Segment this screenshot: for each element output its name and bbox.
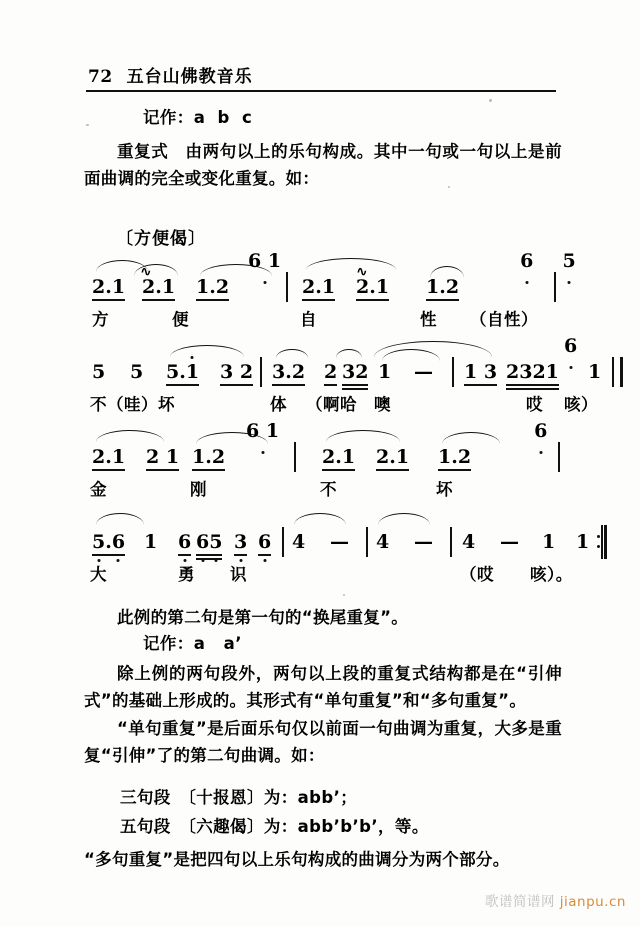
paragraph-after-score: 此例的第二句是第一句的“换尾重复”。 <box>117 608 409 627</box>
lyric-syllable: 体 <box>270 395 287 414</box>
song-title: 〔方便偈〕 <box>116 229 206 249</box>
page-number: 72 <box>88 67 113 87</box>
score-row-4-notes <box>78 513 590 561</box>
ornament-icon: ∿ <box>140 264 150 280</box>
note-group: 5 <box>92 361 106 383</box>
page-header <box>88 62 253 87</box>
barline <box>282 527 284 557</box>
note-group: 6 <box>564 335 578 357</box>
note-group: 65 <box>196 531 223 553</box>
watermark-site-name: 歌谱简谱网 <box>484 894 555 910</box>
score-row-4-lyrics <box>78 561 578 587</box>
note-group: 3.2 <box>272 361 306 383</box>
paragraph-multi-sentence-repeat: “多句重复”是把四句以上乐句构成的曲调分为两个部分。 <box>84 850 510 869</box>
note-group: 1 <box>542 531 556 553</box>
site-watermark <box>485 890 626 910</box>
note-group: 2 1 <box>146 446 180 468</box>
lyric-syllable: 咳）。 <box>530 565 573 584</box>
barline <box>450 527 452 557</box>
scan-speck <box>343 594 345 596</box>
score-row-3-lyrics <box>78 476 578 502</box>
ornament-icon: ∿ <box>356 264 366 280</box>
note-group: 1 <box>144 531 158 553</box>
note-group: 2.1 <box>142 276 176 298</box>
slur-mark <box>294 513 346 525</box>
barline <box>294 442 296 472</box>
lyric-syllable: （哎 <box>460 565 494 584</box>
note-group: 1.2 <box>438 446 472 468</box>
lyric-syllable: 哎 <box>526 395 543 414</box>
note-group: 1 <box>378 361 392 383</box>
lyric-syllable: （自性） <box>470 310 538 329</box>
barline <box>558 442 560 472</box>
paragraph-extension-form: 除上例的两句段外，两句以上段的重复式结构都是在“引伸式”的基础上形成的。其形式有“单句重复”和“多句重复”。 <box>84 664 562 710</box>
note-group: 2.1 <box>92 276 126 298</box>
note-group: 6 1 <box>246 420 280 442</box>
note-group: 5.1 <box>166 361 200 383</box>
slur-mark <box>306 258 396 270</box>
slur-mark <box>170 345 244 357</box>
slur-mark <box>96 513 144 525</box>
lyric-syllable: 刚 <box>190 480 207 499</box>
scan-speck <box>448 186 450 188</box>
note-group: 2.1 <box>302 276 336 298</box>
slur-mark <box>336 349 362 358</box>
note-group: 2 <box>324 361 338 383</box>
note-group: — <box>414 361 433 383</box>
example-five-phrase: 五句段 〔六趣偈〕为：abb’b’b’，等。 <box>120 817 429 836</box>
note-group: 3 2 <box>220 361 254 383</box>
note-group: 6 <box>534 420 548 442</box>
note-group: 5 <box>562 250 576 272</box>
note-group: 1 <box>576 531 590 553</box>
note-group: 2.1 <box>92 446 126 468</box>
slur-mark <box>326 430 400 442</box>
lyric-syllable: 勇 <box>178 565 195 584</box>
barline <box>554 272 556 302</box>
note-group: 2.1 <box>356 276 390 298</box>
lyric-syllable: 自 <box>300 310 317 329</box>
note-group: 2321 <box>506 361 559 383</box>
notation-line-1: 记作：a b c <box>143 108 253 127</box>
barline <box>612 357 623 387</box>
lyric-syllable: （啊哈 <box>306 395 357 414</box>
lyric-syllable: 性 <box>420 310 437 329</box>
score-row-1-notes <box>78 250 578 306</box>
note-group: 1.2 <box>196 276 230 298</box>
score-row-3 <box>78 420 578 506</box>
lyric-syllable: 不 <box>320 480 337 499</box>
note-group: 32 <box>342 361 369 383</box>
note-group: 2.1 <box>376 446 410 468</box>
score-row-1-lyrics <box>78 306 578 332</box>
note-group: 6 <box>520 250 534 272</box>
note-group: 5.6 <box>92 531 126 553</box>
note-group: 4 <box>462 531 476 553</box>
lyric-syllable: 金 <box>90 480 107 499</box>
barline <box>260 357 262 387</box>
lyric-syllable: 坏 <box>436 480 453 499</box>
score-row-1 <box>78 250 578 336</box>
scan-speck <box>86 124 89 126</box>
score-row-2-lyrics <box>78 391 598 417</box>
paragraph-repeat-form: 重复式 由两句以上的乐句构成。其中一句或一句以上是前面曲调的完全或变化重复。如： <box>84 142 562 188</box>
note-group: — <box>414 531 433 553</box>
note-group: 1.2 <box>192 446 226 468</box>
lyric-syllable: 识 <box>230 565 247 584</box>
lyric-syllable: 咳） <box>564 395 598 414</box>
lyric-syllable: 便 <box>172 310 189 329</box>
note-group: 1 3 <box>464 361 498 383</box>
note-group: 2.1 <box>322 446 356 468</box>
note-group: 3 <box>234 531 248 553</box>
note-group: 4 <box>376 531 390 553</box>
lyric-syllable: 大 <box>90 565 107 584</box>
barline <box>286 272 288 302</box>
note-group: 6 <box>178 531 192 553</box>
paragraph-single-sentence-repeat: “单句重复”是后面乐句仅以前面一句曲调为重复，大多是重复“引伸”了的第二句曲调。如： <box>84 719 562 765</box>
note-group: 1.2 <box>426 276 460 298</box>
repeat-end-barline <box>596 525 607 559</box>
lyric-syllable: 噢 <box>374 395 391 414</box>
note-group: 6 1 <box>248 250 282 272</box>
slur-mark <box>442 432 500 444</box>
header-divider <box>86 90 556 92</box>
note-group: — <box>330 531 349 553</box>
note-group: 5 <box>130 361 144 383</box>
note-group: 4 <box>292 531 306 553</box>
note-group: 1 <box>588 361 602 383</box>
barline <box>452 357 454 387</box>
slur-mark <box>96 430 164 442</box>
notation-line-2: 记作：a a’ <box>143 634 242 653</box>
score-row-3-notes <box>78 420 578 476</box>
scan-speck <box>489 99 492 102</box>
slur-mark <box>276 349 308 358</box>
watermark-domain: jianpu.cn <box>559 894 626 910</box>
score-row-2 <box>78 335 602 421</box>
lyric-syllable: 不（哇）坏 <box>90 395 175 414</box>
note-group: — <box>500 531 519 553</box>
lyric-syllable: 方 <box>92 310 109 329</box>
barline <box>366 527 368 557</box>
book-title: 五台山佛教音乐 <box>126 67 253 87</box>
slur-mark <box>378 513 430 525</box>
score-row-4 <box>78 513 590 591</box>
note-group: 6 <box>258 531 272 553</box>
example-three-phrase: 三句段 〔十报恩〕为：abb’； <box>120 788 358 807</box>
score-row-2-notes <box>78 335 602 391</box>
